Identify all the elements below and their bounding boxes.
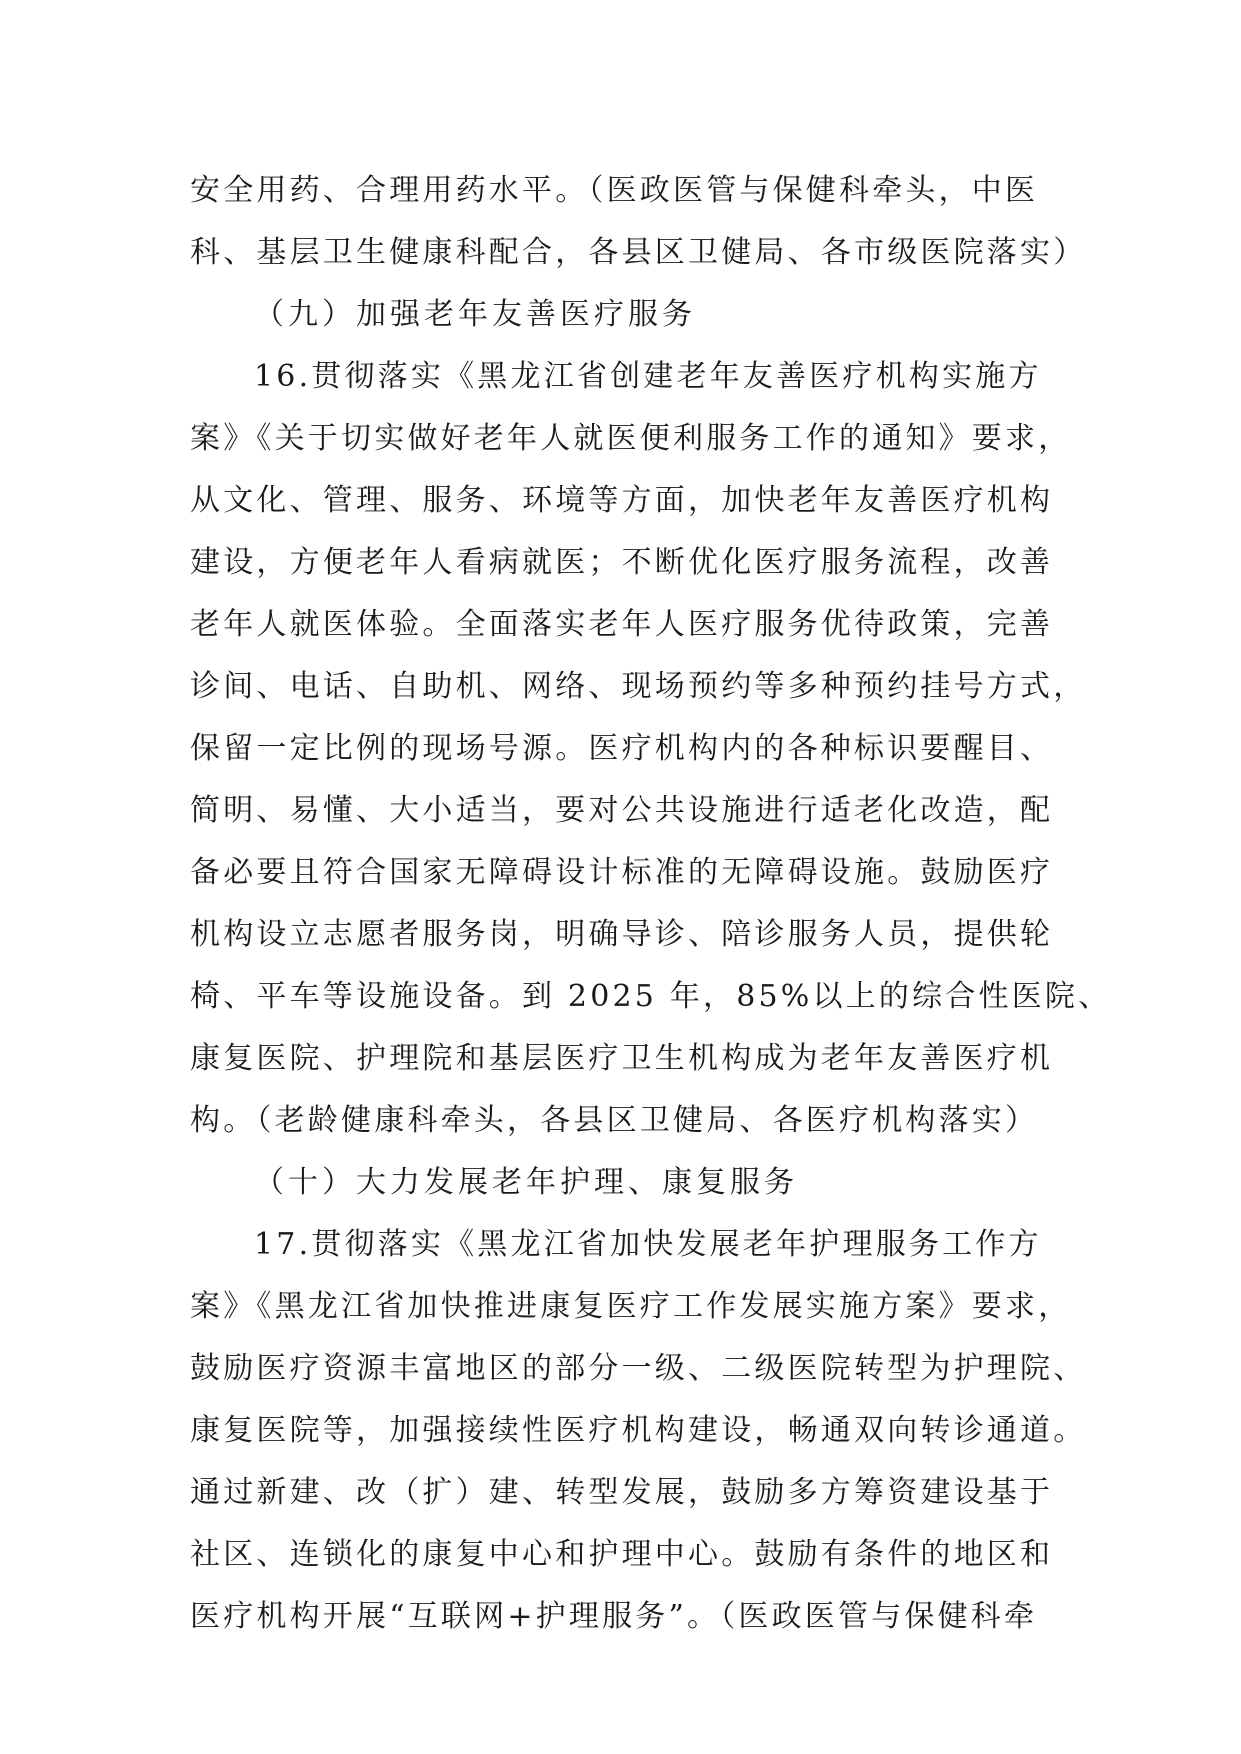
text-line: 康复医院等，加强接续性医疗机构建设，畅通双向转诊通道。	[190, 1413, 1087, 1448]
body-text	[190, 160, 1112, 1648]
section-heading-10: （十）大力发展老年护理、康复服务	[254, 1165, 798, 1200]
text-line: 椅、平车等设施设备。到 2025 年，85%以上的综合性医院、	[190, 979, 1112, 1014]
text-line: 科、基层卫生健康科配合，各县区卫健局、各市级医院落实）	[190, 235, 1087, 270]
text-line: 案》《关于切实做好老年人就医便利服务工作的通知》要求，	[190, 421, 1072, 456]
text-line: 诊间、电话、自助机、网络、现场预约等多种预约挂号方式，	[190, 669, 1087, 704]
text-line: 建设，方便老年人看病就医；不断优化医疗服务流程，改善	[190, 545, 1054, 580]
paragraph-17-start: 17.贯彻落实《黑龙江省加快发展老年护理服务工作方	[254, 1227, 1042, 1262]
text-line: 鼓励医疗资源丰富地区的部分一级、二级医院转型为护理院、	[190, 1351, 1087, 1386]
text-line: 康复医院、护理院和基层医疗卫生机构成为老年友善医疗机	[190, 1041, 1054, 1076]
text-line: 老年人就医体验。全面落实老年人医疗服务优待政策，完善	[190, 607, 1054, 642]
text-line: 备必要且符合国家无障碍设计标准的无障碍设施。鼓励医疗	[190, 855, 1054, 890]
text-line: 医疗机构开展“互联网+护理服务”。（医政医管与保健科牵	[190, 1599, 1038, 1634]
paragraph-16-start: 16.贯彻落实《黑龙江省创建老年友善医疗机构实施方	[254, 359, 1042, 394]
text-line: 保留一定比例的现场号源。医疗机构内的各种标识要醒目、	[190, 731, 1054, 766]
text-line: 简明、易懂、大小适当，要对公共设施进行适老化改造，配	[190, 793, 1054, 828]
text-line: 案》《黑龙江省加快推进康复医疗工作发展实施方案》要求，	[190, 1289, 1072, 1324]
section-heading-9: （九）加强老年友善医疗服务	[254, 297, 696, 332]
text-line: 机构设立志愿者服务岗，明确导诊、陪诊服务人员，提供轮	[190, 917, 1054, 952]
text-line: 从文化、管理、服务、环境等方面，加快老年友善医疗机构	[190, 483, 1054, 518]
text-line: 构。（老龄健康科牵头，各县区卫健局、各医疗机构落实）	[190, 1103, 1039, 1138]
text-line: 社区、连锁化的康复中心和护理中心。鼓励有条件的地区和	[190, 1537, 1054, 1572]
text-line: 安全用药、合理用药水平。（医政医管与保健科牵头，中医	[190, 173, 1039, 208]
text-line: 通过新建、改（扩）建、转型发展，鼓励多方筹资建设基于	[190, 1475, 1054, 1510]
